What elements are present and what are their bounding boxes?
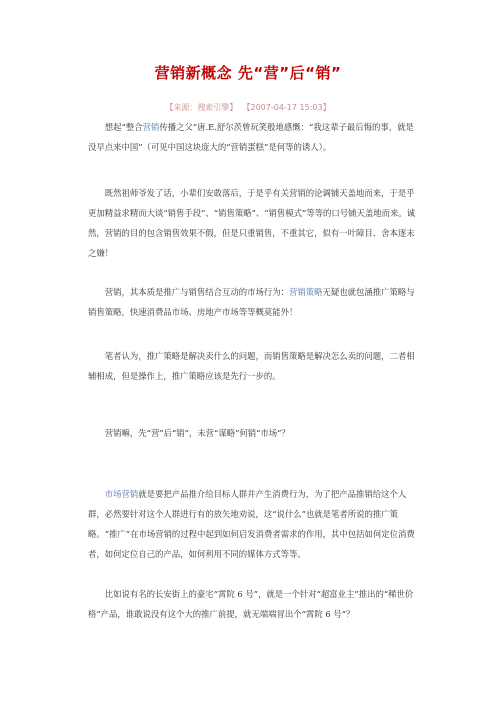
source-suffix: 】	[229, 103, 238, 112]
paragraph-text: 无疑也就包涵推广策略与销售策略，快速消费品市场、房地产市场等等概莫能外！	[88, 287, 415, 317]
keyword-link-shichang-yingxiao[interactable]: 市场营销	[104, 489, 139, 499]
keyword-link-yingxiao[interactable]: 营销	[142, 122, 160, 132]
paragraph: 笔者认为，推广策略是解决卖什么的问题，而销售策略是解决怎么卖的问题，二者相辅相成，但是操作上，推广策略应该是先行一步的。	[88, 351, 415, 381]
article-meta	[0, 102, 496, 113]
paragraph: 营销嘛，先“营”后“销”，未营“谋略”何销“市场”？	[104, 428, 290, 438]
source-link[interactable]: 搜索引擎	[197, 103, 230, 112]
paragraph: 既然祖师爷发了话，小辈们安敢落后，于是乎有关营销的论调铺天盖地而来，于是乎更加精益求精而大谈“销售手段”、“销售策略”、“销售模式”等等的口号铺天盖地而来。诚然，营销的目的包含销售效果不假，但是只重销售，不重其它，似有一叶障目、舍本逐末之嫌！	[88, 188, 416, 258]
paragraph-text: 想起“整合	[104, 122, 143, 132]
paragraph: 比如说有名的长安街上的豪宅“霄院 6 号”，就是一个针对“超富业主”推出的“稀世价格”产品，谁敢说没有这个大的推广前提，就无端端冒出个“霄院 6 号”？	[88, 589, 414, 619]
source-prefix: 【来源：	[165, 103, 198, 112]
paragraph	[88, 282, 418, 322]
paragraph	[88, 117, 418, 157]
keyword-link-yingxiao-celue[interactable]: 营销策略	[289, 287, 323, 297]
article-title: 营销新概念 先“营”后“销”	[154, 64, 342, 82]
publish-date: 【2007-04-17 15:03】	[242, 103, 331, 112]
paragraph-text: 就是要把产品推介给目标人群并产生消费行为，为了把产品推销给这个人群，必然要针对这个人群进行有的放矢地劝说，这“说什么”也就是笔者所说的推广策略。“推广”在市场营销的过程中起到如何启发消费者需求的作用，其中包括如何定位消费者，如何定位自己的产品，如何利用不同的媒体方式等等。	[88, 489, 415, 559]
paragraph-text: 营销，其本质是推广与销售结合互动的市场行为：	[104, 287, 290, 297]
paragraph	[88, 484, 418, 564]
paragraph-text: 传播之父”唐.E.舒尔茨曾玩笑般地感慨：“我这辈子最后悔的事，就是没早点来中国”（可见中国这块庞大的“营销蛋糕”是何等的诱人）。	[88, 122, 414, 152]
